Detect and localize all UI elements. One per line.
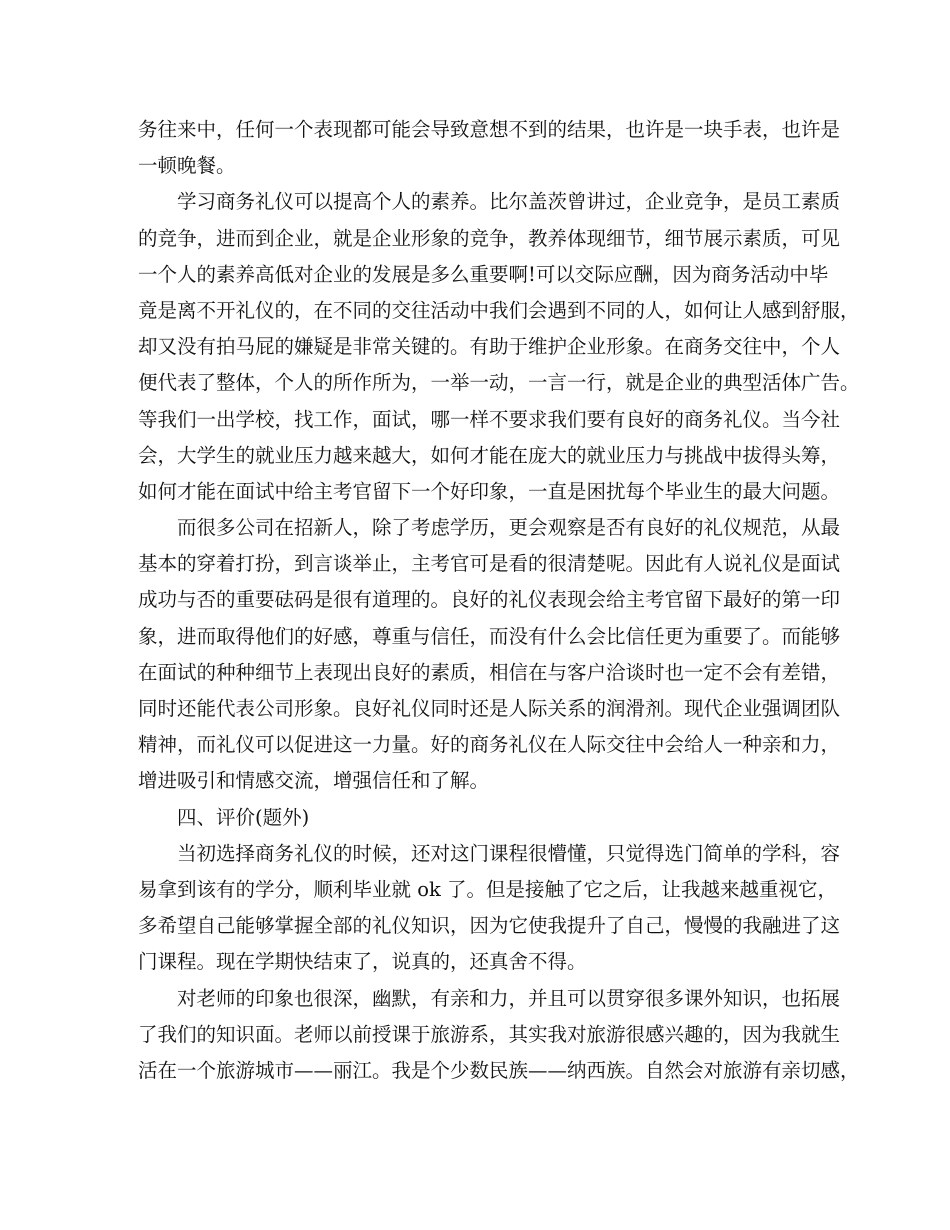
text-line: 象，进而取得他们的好感，尊重与信任，而没有什么会比信任更为重要了。而能够	[138, 624, 841, 648]
text-line: 一个人的素养高低对企业的发展是多么重要啊!可以交际应酬，因为商务活动中毕	[138, 262, 829, 286]
text-line: 多希望自己能够掌握全部的礼仪知识，因为它使我提升了自己，慢慢的我融进了这	[138, 914, 841, 938]
text-line: 基本的穿着打扮，到言谈举止，主考官可是看的很清楚呢。因此有人说礼仪是面试	[138, 552, 841, 576]
text-line: 竟是离不开礼仪的，在不同的交往活动中我们会遇到不同的人，如何让人感到舒服，	[138, 298, 860, 322]
text-line: 便代表了整体，个人的所作所为，一举一动，一言一行，就是企业的典型活体广告。	[138, 371, 860, 395]
text-line: 会，大学生的就业压力越来越大，如何才能在庞大的就业压力与挑战中拔得头筹，	[138, 443, 841, 467]
paragraph-first-line: 当初选择商务礼仪的时候，还对这门课程很懵懂，只觉得选门简单的学科，容	[177, 841, 841, 865]
text-line: 增进吸引和情感交流，增强信任和了解。	[138, 769, 490, 793]
text-line: 门课程。现在学期快结束了，说真的，还真舍不得。	[138, 950, 587, 974]
text-line: 活在一个旅游城市——丽江。我是个少数民族——纳西族。自然会对旅游有亲切感，	[138, 1058, 860, 1082]
text-line: 在面试的种种细节上表现出良好的素质，相信在与客户洽谈时也一定不会有差错，	[138, 660, 841, 684]
paragraph-first-line: 学习商务礼仪可以提高个人的素养。比尔盖茨曾讲过，企业竞争，是员工素质	[177, 190, 841, 214]
text-line: 务往来中，任何一个表现都可能会导致意想不到的结果，也许是一块手表，也许是	[138, 118, 841, 141]
section-heading: 四、评价(题外)	[177, 805, 310, 829]
text-line: 一顿晚餐。	[138, 154, 236, 178]
paragraph-first-line: 而很多公司在招新人，除了考虑学历，更会观察是否有良好的礼仪规范，从最	[177, 516, 841, 540]
text-line: 成功与否的重要砝码是很有道理的。良好的礼仪表现会给主考官留下最好的第一印	[138, 588, 841, 612]
text-line: 如何才能在面试中给主考官留下一个好印象，一直是困扰每个毕业生的最大问题。	[138, 479, 841, 503]
text-line: 的竞争，进而到企业，就是企业形象的竞争，教养体现细节，细节展示素质，可见	[138, 226, 841, 250]
text-line: 却又没有拍马屁的嫌疑是非常关键的。有助于维护企业形象。在商务交往中，个人	[138, 335, 841, 359]
text-line: 精神，而礼仪可以促进这一力量。好的商务礼仪在人际交往中会给人一种亲和力，	[138, 733, 841, 757]
document-body	[138, 112, 860, 1089]
text-line: 易拿到该有的学分，顺利毕业就 ok 了。但是接触了它之后，让我越来越重视它，	[138, 877, 837, 901]
text-line: 等我们一出学校，找工作，面试，哪一样不要求我们要有良好的商务礼仪。当今社	[138, 407, 841, 431]
text-line: 了我们的知识面。老师以前授课于旅游系，其实我对旅游很感兴趣的，因为我就生	[138, 1022, 841, 1046]
text-line: 同时还能代表公司形象。良好礼仪同时还是人际关系的润滑剂。现代企业强调团队	[138, 697, 841, 720]
paragraph-first-line: 对老师的印象也很深，幽默，有亲和力，并且可以贯穿很多课外知识，也拓展	[177, 986, 841, 1010]
